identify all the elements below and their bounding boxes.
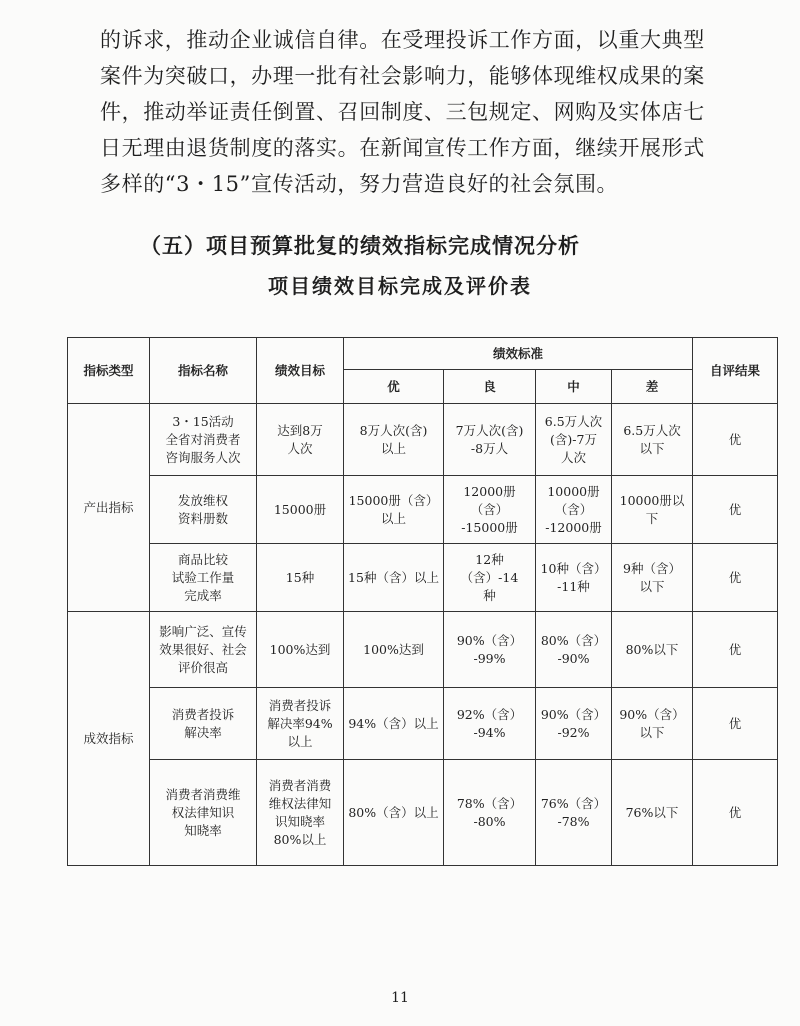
medium-value: 6.5万人次 (含)-7万 人次 [544,413,603,465]
indicator-name: 商品比较 试验工作量 完成率 [171,551,235,603]
target-cell [257,404,344,476]
result-value: 优 [728,569,742,585]
result-cell [693,688,778,760]
excellent-value: 94%（含）以上 [348,715,439,731]
header-self-eval: 自评结果 [693,338,778,404]
indicator-type: 产出指标 [83,499,134,515]
header-poor: 差 [612,370,693,404]
indicator-name: 影响广泛、宣传 效果很好、社会 评价很高 [159,623,247,675]
target-value: 15000册 [273,501,327,517]
indicator-type: 成效指标 [83,730,134,746]
table-row [68,544,778,612]
header-target: 绩效目标 [257,338,344,404]
result-cell [693,544,778,612]
result-value: 优 [728,804,742,820]
good-cell [444,612,536,688]
indicator-type-cell [68,404,150,612]
good-cell [444,760,536,866]
good-cell [444,688,536,760]
result-cell [693,760,778,866]
good-value: 92%（含） -94% [456,706,523,740]
target-value: 消费者消费 维权法律知 识知晓率 80%以上 [268,777,332,847]
section-heading: （五）项目预算批复的绩效指标完成情况分析 [140,233,580,258]
result-value: 优 [728,715,742,731]
poor-cell [612,404,693,476]
poor-cell [612,688,693,760]
header-type: 指标类型 [68,338,150,404]
good-value: 78%（含） -80% [456,795,523,829]
good-cell [444,404,536,476]
excellent-value: 8万人次(含) 以上 [359,422,428,456]
medium-value: 90%（含） -92% [540,706,607,740]
poor-cell [612,760,693,866]
table-row [68,760,778,866]
target-value: 消费者投诉 解决率94% 以上 [267,697,333,749]
result-cell [693,476,778,544]
indicator-name-cell [150,476,257,544]
target-value: 15种 [285,569,315,585]
poor-cell [612,544,693,612]
header-name: 指标名称 [150,338,257,404]
medium-cell [536,760,612,866]
target-cell [257,688,344,760]
indicator-name-cell [150,688,257,760]
good-value: 12种（含）-14 种 [460,551,519,603]
header-medium: 中 [536,370,612,404]
indicator-name-cell [150,404,257,476]
header-excellent: 优 [344,370,444,404]
paragraph-line: 多样的“3・15”宣传活动，努力营造良好的社会氛围。 [100,172,619,196]
medium-cell [536,544,612,612]
medium-value: 10000册 （含） -12000册 [545,483,602,535]
header-standard: 绩效标准 [344,338,693,370]
target-value: 100%达到 [269,641,331,657]
indicator-name-cell [150,544,257,612]
excellent-value: 15000册（含） 以上 [348,492,439,526]
paragraph-line: 的诉求，推动企业诚信自律。在受理投诉工作方面，以重大典型 [100,28,705,52]
poor-value: 80%以下 [625,641,679,657]
excellent-cell [344,404,444,476]
medium-value: 10种（含） -11种 [540,560,607,594]
indicator-name-cell [150,760,257,866]
paragraph-line: 案件为突破口，办理一批有社会影响力，能够体现维权成果的案 [100,64,705,88]
table-row [68,476,778,544]
table-row [68,612,778,688]
paragraph-line: 件，推动举证责任倒置、召回制度、三包规定、网购及实体店七 [100,100,705,124]
page-number: 11 [391,990,409,1006]
excellent-cell [344,612,444,688]
result-cell [693,612,778,688]
target-value: 达到8万 人次 [277,422,323,456]
excellent-cell [344,544,444,612]
poor-value: 10000册以 下 [619,492,685,526]
poor-cell [612,612,693,688]
indicator-name: 3・15活动 全省对消费者 咨询服务人次 [165,413,241,465]
indicator-type-cell [68,612,150,866]
header-good: 良 [444,370,536,404]
performance-table [67,337,778,866]
result-value: 优 [728,641,742,657]
excellent-cell [344,476,444,544]
medium-cell [536,688,612,760]
excellent-value: 80%（含）以上 [348,804,439,820]
good-cell [444,544,536,612]
poor-value: 9种（含） 以下 [623,560,681,594]
good-value: 7万人次(含) -8万人 [455,422,524,456]
body-paragraph [100,22,752,202]
poor-value: 90%（含） 以下 [619,706,685,740]
result-cell [693,404,778,476]
result-value: 优 [728,501,742,517]
result-value: 优 [728,431,742,447]
indicator-name: 消费者消费维 权法律知识 知晓率 [165,786,241,838]
target-cell [257,476,344,544]
good-cell [444,476,536,544]
medium-value: 76%（含） -78% [540,795,607,829]
medium-cell [536,404,612,476]
medium-value: 80%（含） -90% [540,632,607,666]
good-value: 90%（含） -99% [456,632,523,666]
medium-cell [536,612,612,688]
poor-cell [612,476,693,544]
poor-value: 76%以下 [625,804,679,820]
excellent-cell [344,688,444,760]
poor-value: 6.5万人次 以下 [623,422,681,456]
excellent-cell [344,760,444,866]
excellent-value: 15种（含）以上 [348,569,439,585]
indicator-name: 发放维权 资料册数 [177,492,228,526]
indicator-name: 消费者投诉 解决率 [171,706,235,740]
excellent-value: 100%达到 [363,641,424,657]
paragraph-line: 日无理由退货制度的落实。在新闻宣传工作方面，继续开展形式 [100,136,705,160]
target-cell [257,612,344,688]
target-cell [257,544,344,612]
medium-cell [536,476,612,544]
table-row [68,404,778,476]
target-cell [257,760,344,866]
good-value: 12000册（含） -15000册 [461,483,518,535]
table-title: 项目绩效目标完成及评价表 [268,274,532,298]
indicator-name-cell [150,612,257,688]
table-row [68,688,778,760]
